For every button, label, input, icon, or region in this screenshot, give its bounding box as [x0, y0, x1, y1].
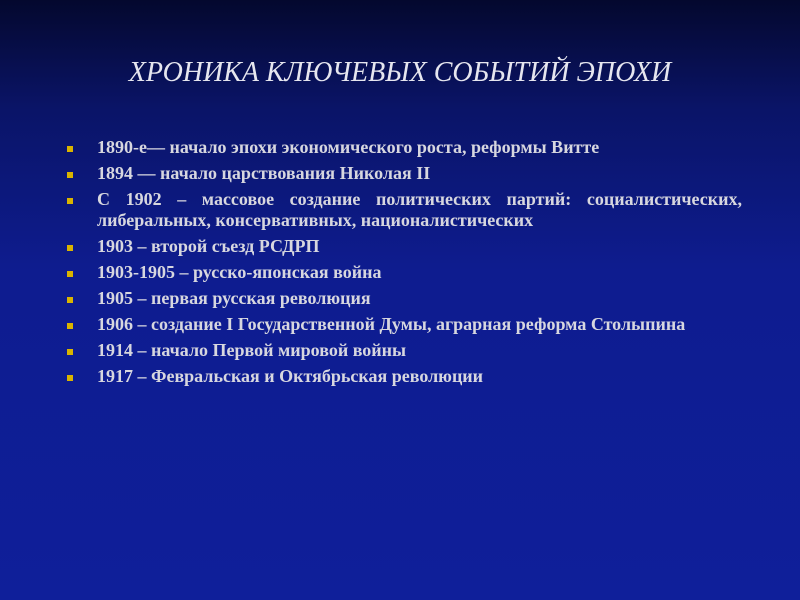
- square-bullet-icon: [67, 198, 73, 204]
- list-item: [62, 288, 742, 309]
- square-bullet-icon: [67, 297, 73, 303]
- list-item: [62, 137, 742, 158]
- list-item-text: 1890-е— начало эпохи экономического роста, реформы Витте: [97, 137, 600, 157]
- list-item-text: 1917 – Февральская и Октябрьская революции: [97, 366, 484, 386]
- list-item-text: 1903 – второй съезд РСДРП: [97, 236, 320, 256]
- square-bullet-icon: [67, 271, 73, 277]
- square-bullet-icon: [67, 146, 73, 152]
- square-bullet-icon: [67, 245, 73, 251]
- square-bullet-icon: [67, 375, 73, 381]
- event-list: [62, 137, 742, 392]
- list-item: [62, 163, 742, 184]
- square-bullet-icon: [67, 323, 73, 329]
- list-item: [62, 236, 742, 257]
- square-bullet-icon: [67, 172, 73, 178]
- list-item: [62, 314, 742, 335]
- list-item-text: 1914 – начало Первой мировой войны: [97, 340, 407, 360]
- list-item-text: 1906 – создание I Государственной Думы, аграрная реформа Столыпина: [97, 314, 686, 334]
- list-item-text: 1905 – первая русская революция: [97, 288, 371, 308]
- list-item-text: С 1902 – массовое создание политических партий: социалистических, либеральных, консервативных, националистических: [97, 189, 742, 230]
- list-item: [62, 189, 742, 231]
- list-item: [62, 262, 742, 283]
- square-bullet-icon: [67, 349, 73, 355]
- list-item-text: 1894 — начало царствования Николая II: [97, 163, 431, 183]
- list-item: [62, 340, 742, 361]
- list-item: [62, 366, 742, 387]
- list-item-text: 1903-1905 – русско-японская война: [97, 262, 382, 282]
- slide-title: ХРОНИКА КЛЮЧЕВЫХ СОБЫТИЙ ЭПОХИ: [128, 57, 672, 88]
